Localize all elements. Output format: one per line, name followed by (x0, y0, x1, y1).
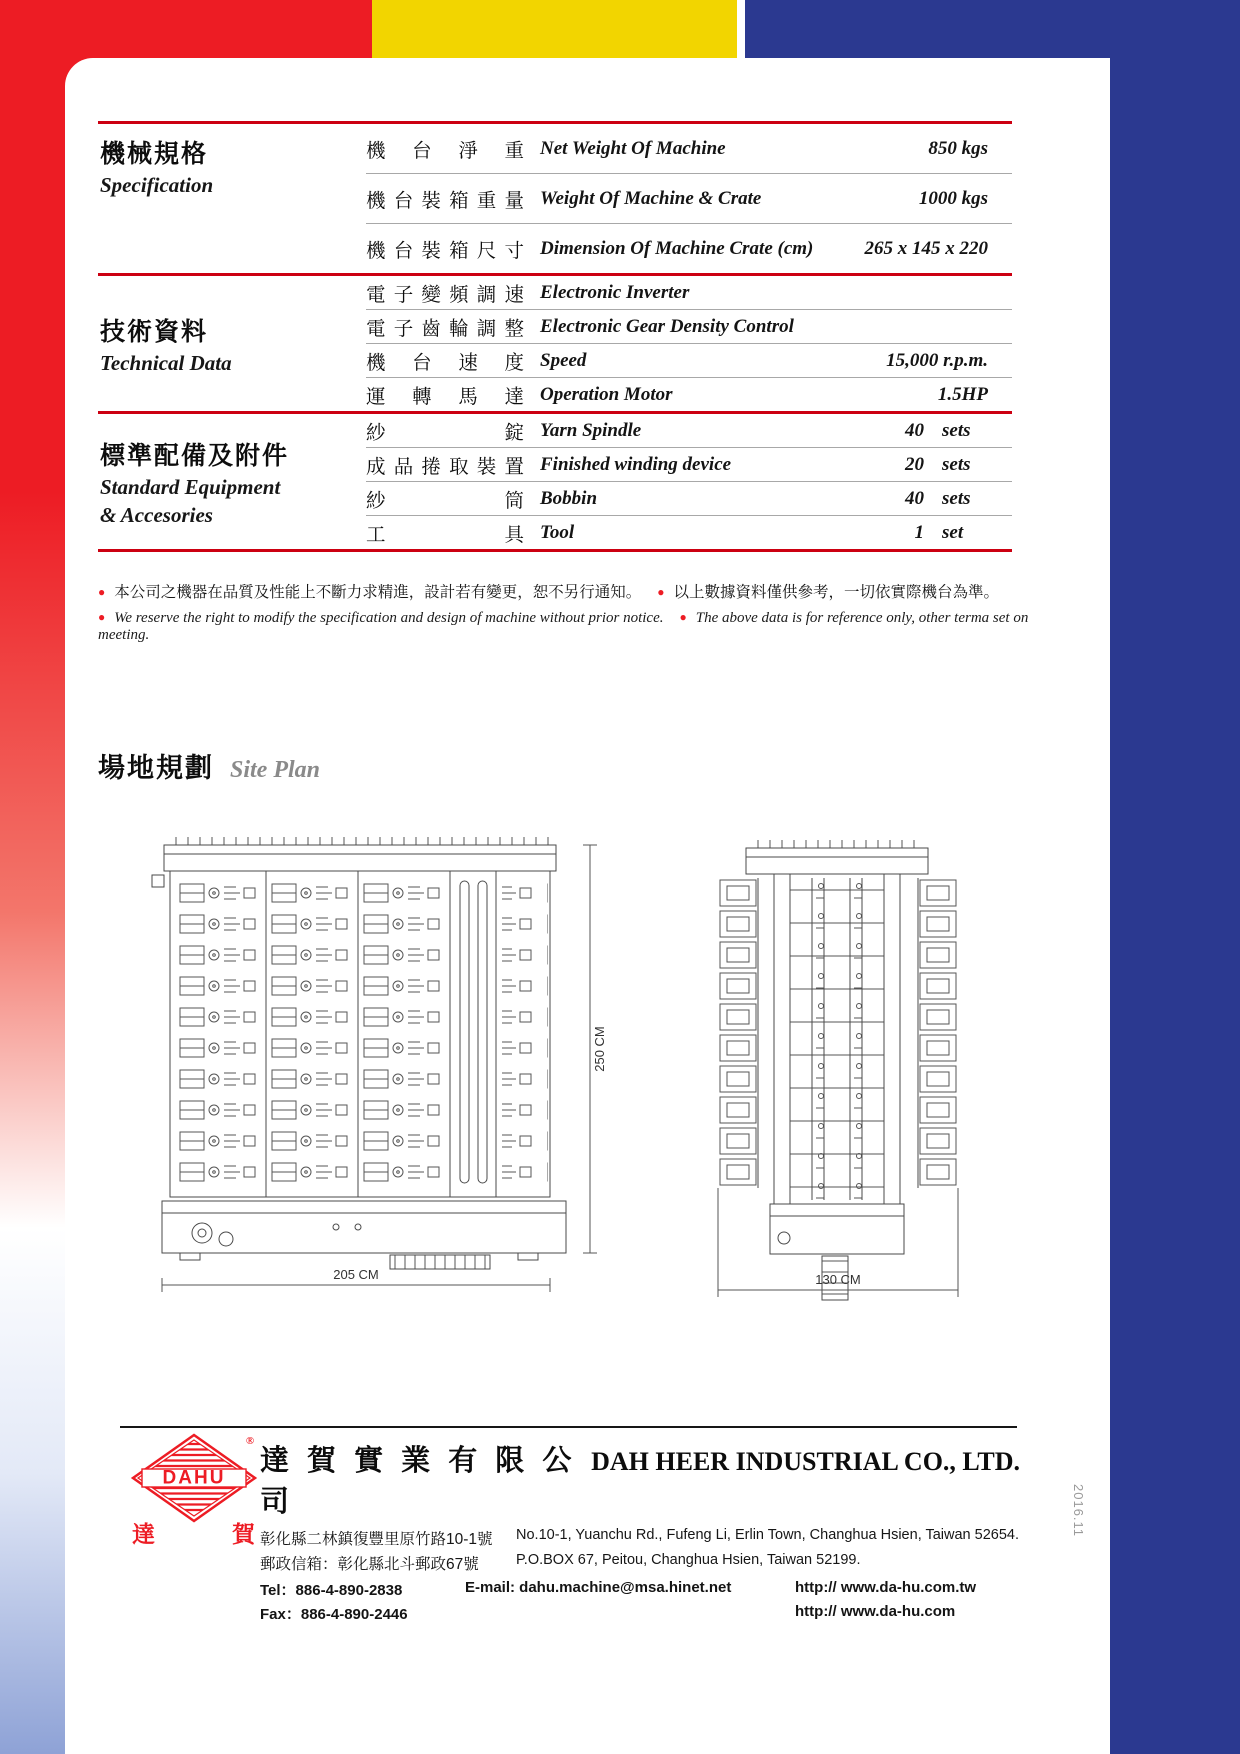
company-contact (260, 1579, 1020, 1624)
footer (120, 1426, 1020, 1624)
row-label-en: Net Weight Of Machine (540, 137, 726, 159)
row-value-number: 40 (905, 487, 924, 509)
note-line-zh (98, 580, 1038, 602)
row-value (827, 138, 1012, 160)
company-name-en: DAH HEER INDUSTRIAL CO., LTD. (591, 1447, 1020, 1476)
site-plan-heading (98, 746, 320, 785)
address-1-en: No.10-1, Yuanchu Rd., Fufeng Li, Erlin Town, Changhua Hsien, Taiwan 52654. (516, 1527, 1019, 1543)
front-height-label: 250 CM (592, 1026, 607, 1072)
note-zh-1: ● 本公司之機器在品質及性能上不斷力求精進，設計若有變更，恕不另行通知。 (98, 584, 641, 601)
row-value-number: 1.5HP (937, 383, 988, 405)
section-title-zh: 標準配備及附件 (100, 441, 290, 470)
section-title-en: Standard Equipment (100, 474, 281, 499)
spec-row (366, 224, 1012, 273)
row-value-unit: sets (942, 487, 971, 509)
address-2-zh: 郵政信箱：彰化縣北斗郵政67號 (260, 1556, 479, 1573)
section-title (98, 276, 366, 411)
spec-row (366, 276, 1012, 309)
row-value-number: 20 (905, 453, 924, 475)
row-value-number: 15,000 r.p.m. (886, 349, 988, 371)
address-2-en: P.O.BOX 67, Peitou, Changhua Hsien, Taiwan 52199. (516, 1552, 861, 1568)
row-value (827, 522, 1012, 544)
website-url-2: http:// www.da-hu.com (795, 1603, 956, 1620)
spec-section-specification (98, 124, 1012, 273)
row-label-en: Finished winding device (540, 453, 732, 475)
note-zh-2: ● 以上數據資料僅供參考，一切依實際機台為準。 (641, 584, 999, 601)
section-title-en: Technical Data (100, 350, 232, 375)
left-gradient-stripe (0, 0, 65, 1754)
site-plan-heading-zh: 場地規劃 (98, 753, 214, 783)
row-value-number: 1000 kgs (918, 187, 988, 209)
spec-row (366, 310, 1012, 343)
registered-trademark-icon: ® (245, 1435, 255, 1447)
row-value-number: 40 (905, 419, 924, 441)
section-title (98, 414, 366, 549)
row-label-zh: 成品捲取裝置 (366, 455, 524, 478)
dahu-logo (128, 1432, 260, 1546)
company-addresses (260, 1527, 1020, 1574)
company-names (260, 1438, 1020, 1520)
content-panel (65, 58, 1110, 1754)
section-title-zh: 技術資料 (100, 317, 209, 346)
row-value (827, 350, 1012, 372)
logo-char-right: 賀 (232, 1521, 255, 1546)
section-title-en: Specification (100, 173, 214, 197)
section-title (98, 124, 366, 273)
section-rows (366, 414, 1012, 549)
contact-spacer (465, 1603, 795, 1624)
logo-wordmark: DAHU (162, 1467, 226, 1489)
row-label-en: Yarn Spindle (540, 419, 642, 441)
front-view-drawing (150, 835, 610, 1305)
spec-section-standard-equipment (98, 414, 1012, 549)
spec-row (366, 516, 1012, 549)
row-value-number: 1 (914, 521, 924, 543)
section-title-en2: & Accesories (100, 502, 213, 527)
right-blue-stripe (1110, 0, 1240, 1754)
row-value-unit: set (942, 521, 964, 543)
row-label-en: Electronic Gear Density Control (540, 315, 794, 337)
site-plan-heading-en: Site Plan (230, 757, 321, 783)
row-label-en: Electronic Inverter (540, 281, 690, 303)
spec-row (366, 448, 1012, 481)
topbar-yellow-block (372, 0, 737, 58)
side-width-label: 130 CM (815, 1272, 861, 1287)
row-label-en: Bobbin (540, 487, 598, 509)
row-label-zh: 機台速度 (366, 351, 524, 374)
front-width-label: 205 CM (333, 1267, 379, 1282)
footer-divider (120, 1426, 1017, 1428)
side-view-drawing (712, 838, 962, 1308)
tel-number: Tel：886-4-890-2838 (260, 1582, 403, 1599)
section-rows (366, 124, 1012, 273)
spec-row (366, 124, 1012, 173)
row-label-zh: 電子齒輪調整 (366, 317, 524, 340)
row-value (827, 420, 1012, 442)
row-value (827, 488, 1012, 510)
spec-table (98, 121, 1012, 552)
row-value (827, 188, 1012, 210)
row-label-en: Speed (540, 349, 587, 371)
section-title-zh: 機械規格 (100, 140, 209, 168)
spec-row (366, 482, 1012, 515)
row-label-zh: 紗錠 (366, 421, 524, 444)
row-value-unit: sets (942, 419, 971, 441)
address-1-zh: 彰化縣二林鎮復豐里原竹路10-1號 (260, 1531, 493, 1548)
row-label-zh: 運轉馬達 (366, 385, 524, 408)
row-value (827, 454, 1012, 476)
row-value-number: 265 x 145 x 220 (864, 237, 988, 259)
row-value (827, 238, 1012, 260)
logo-char-left: 達 (132, 1521, 155, 1546)
spec-section-technical-data (98, 276, 1012, 411)
footer-text-block (260, 1426, 1020, 1624)
row-label-zh: 機台裝箱尺寸 (366, 239, 524, 262)
company-name-zh: 達 賀 實 業 有 限 公 司 (260, 1445, 577, 1518)
note-en-2: ● The above data is for reference only, other terma set on meeting. (98, 610, 1028, 643)
row-label-zh: 機台淨重 (366, 139, 524, 162)
row-label-zh: 紗筒 (366, 489, 524, 512)
row-label-en: Tool (540, 521, 575, 543)
row-label-zh: 工具 (366, 523, 524, 546)
row-label-zh: 機台裝箱重量 (366, 189, 524, 212)
row-value-unit: sets (942, 453, 971, 475)
spec-row (366, 174, 1012, 223)
note-en-1: ● We reserve the right to modify the specification and design of machine without prior notice. (98, 610, 663, 626)
row-label-en: Operation Motor (540, 383, 673, 405)
section-rows (366, 276, 1012, 411)
red-rule-bottom (98, 549, 1012, 552)
row-label-en: Weight Of Machine & Crate (540, 187, 762, 209)
row-value-number: 850 kgs (928, 137, 988, 159)
row-value (827, 384, 1012, 406)
disclaimer-notes (98, 580, 1038, 644)
fax-number: Fax：886-4-890-2446 (260, 1606, 408, 1623)
spec-row (366, 378, 1012, 411)
website-url-1: http:// www.da-hu.com.tw (795, 1579, 977, 1596)
edition-date: 2016.11 (1071, 1484, 1086, 1538)
row-label-zh: 電子變頻調速 (366, 283, 524, 306)
spec-row (366, 414, 1012, 447)
row-label-en: Dimension Of Machine Crate (cm) (540, 237, 814, 259)
email-address: E-mail: dahu.machine@msa.hinet.net (465, 1579, 732, 1596)
note-line-en (98, 610, 1038, 644)
spec-row (366, 344, 1012, 377)
